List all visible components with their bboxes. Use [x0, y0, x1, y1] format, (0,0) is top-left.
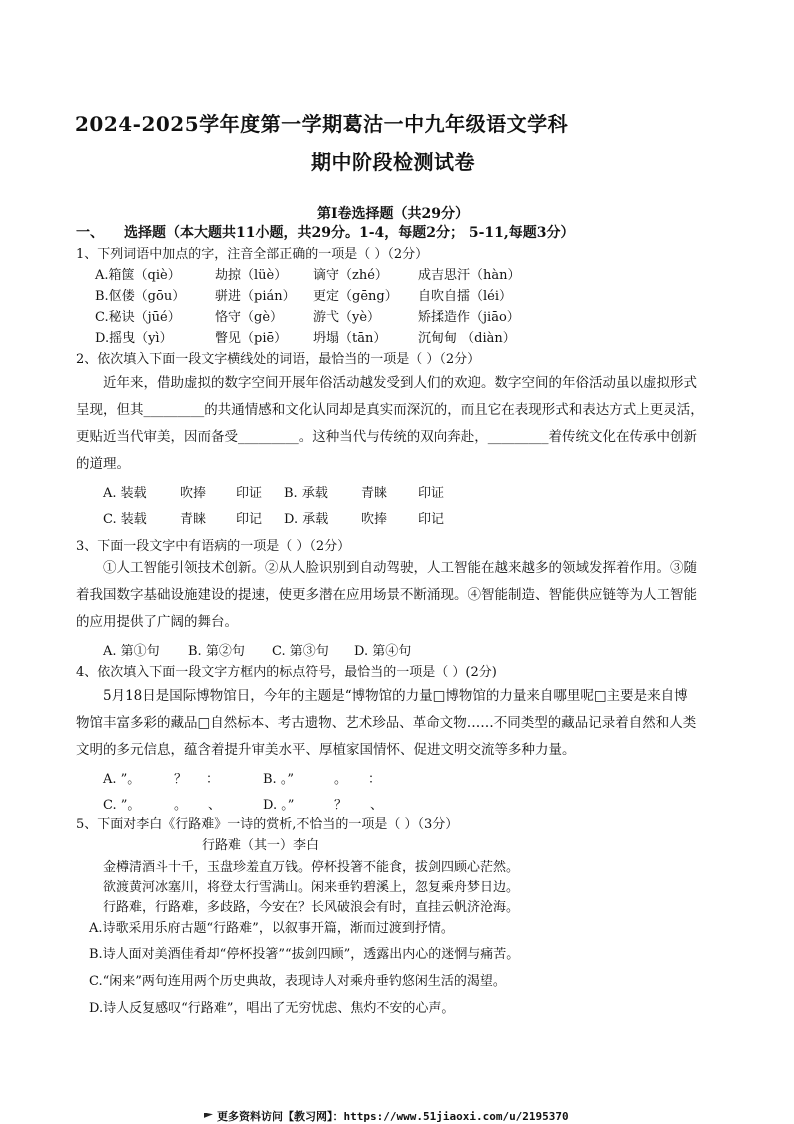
poem-title: 行路难（其一）李白	[202, 838, 320, 853]
q1-d-1: D.摇曳（yì）	[95, 331, 173, 346]
q2-passage-line: 近年来，借助虚拟的数字空间开展年俗活动越发受到人们的欢迎。数字空间的年俗活动虽以虚拟形式	[103, 375, 697, 391]
q2-opt-b-3: 印证	[418, 486, 445, 501]
q5-stem: 5、下面对李白《行路难》一诗的赏析,不恰当的一项是（ ）（3分）	[76, 817, 459, 832]
q2-passage	[76, 370, 716, 478]
q4-passage-line: 5月18日是国际博物馆日，今年的主题是“博物馆的力量□博物馆的力量来自哪里呢□主要是来自博	[103, 688, 688, 704]
q2-opt-a-1: A. 装载	[103, 486, 147, 501]
q1-b-1: B.伛偻（gōu）	[95, 289, 186, 304]
q2-opt-c-2: 青睐	[180, 512, 207, 527]
q3-passage-line: 着我国数字基础设施建设的提速，使更多潜在应用场景不断涌现。④智能制造、智能供应链等为人工智能	[76, 587, 697, 603]
q2-stem: 2、依次填入下面一段文字横线处的词语，最恰当的一项是（ ）（2分）	[76, 352, 481, 367]
q4-opt-c-3: 、	[208, 798, 222, 813]
q4-opt-a-1: A. ”。	[103, 772, 141, 787]
q1-c-1: C.秘诀（jūé）	[95, 310, 181, 325]
q3-opt-c: C. 第③句	[272, 644, 329, 659]
q3-opt-b: B. 第②句	[188, 644, 245, 659]
q3-stem: 3、下面一段文字中有语病的一项是（ ）（2分）	[76, 539, 351, 554]
q3-opt-a: A. 第①句	[103, 644, 160, 659]
title-line-2: 期中阶段检测试卷	[311, 150, 475, 174]
q1-b-3: 更定（gēng）	[313, 289, 398, 304]
q1-a-4: 成吉思汗（hàn）	[418, 268, 521, 283]
flag-icon	[204, 1113, 213, 1122]
q2-opt-a-3: 印证	[236, 486, 263, 501]
q3-passage-line: 的应用提供了广阔的舞台。	[76, 614, 238, 630]
q2-opt-c-1: C. 装载	[103, 512, 147, 527]
q4-opt-b-2: 。	[334, 772, 348, 787]
q1-d-2: 瞥见（piē）	[215, 331, 288, 346]
q2-opt-a-2: 吹捧	[180, 486, 207, 501]
q4-opt-d-3: 、	[370, 798, 384, 813]
q1-a-1: A.箱箧（qiè）	[95, 268, 181, 283]
q4-opt-a-3: ：	[206, 772, 220, 787]
q2-opt-b-1: B. 承载	[284, 486, 328, 501]
q4-opt-d-2: ？	[334, 798, 348, 813]
q4-passage-line: 物馆丰富多彩的藏品□自然标本、考古遗物、艺术珍品、革命文物……不同类型的藏品记录着自然和人类	[76, 715, 697, 731]
q4-opt-c-1: C. ”。	[103, 798, 141, 813]
q5-opt-b: B.诗人面对美酒佳肴却“停杯投箸”“拔剑四顾”，透露出内心的迷惘与痛苦。	[89, 947, 520, 962]
q2-passage-line: 的道理。	[76, 456, 130, 472]
q1-c-2: 恪守（gè）	[215, 310, 284, 325]
q4-passage	[76, 683, 716, 764]
q1-c-3: 游弋（yè）	[313, 310, 381, 325]
q5-opt-d: D.诗人反复感叹“行路难”，唱出了无穷忧虑、焦灼不安的心声。	[89, 1001, 455, 1016]
part-description: 选择题（本大题共11小题，共29分。1-4，每题2分； 5-11,每题3分）	[124, 225, 575, 241]
section-heading: 第Ⅰ卷选择题（共29分）	[317, 206, 470, 222]
q3-passage	[76, 555, 716, 636]
q5-opt-c: C.“闲来”两句连用两个历史典故，表现诗人对乘舟垂钓悠闲生活的渴望。	[89, 974, 506, 989]
q4-stem: 4、依次填入下面一段文字方框内的标点符号，最恰当的一项是（ ）(2分)	[76, 665, 497, 680]
q2-opt-d-2: 吹捧	[361, 512, 388, 527]
q3-passage-line: ①人工智能引领技术创新。②从人脸识别到自动驾驶，人工智能在越来越多的领域发挥着作用。③随	[103, 560, 697, 576]
q4-opt-c-2: 。	[174, 798, 188, 813]
q1-a-3: 谪守（zhé）	[313, 268, 388, 283]
q2-opt-d-1: D. 承载	[284, 512, 329, 527]
q1-b-2: 骈进（pián）	[215, 289, 296, 304]
poem-line: 行路难，行路难，多歧路，今安在？长风破浪会有时，直挂云帆济沧海。	[103, 900, 520, 915]
q1-a-2: 劫掠（lüè）	[215, 268, 288, 283]
q4-opt-a-2: ？	[174, 772, 188, 787]
q4-passage-line: 文明的多元信息，蕴含着提升审美水平、厚植家国情怀、促进文明交流等多种力量。	[76, 742, 576, 758]
q1-d-3: 坍塌（tān）	[313, 331, 387, 346]
q3-opt-d: D. 第④句	[354, 644, 412, 659]
q1-stem: 1、下列词语中加点的字，注音全部正确的一项是（ ）（2分）	[76, 247, 429, 262]
poem-line: 欲渡黄河冰塞川，将登太行雪满山。闲来垂钓碧溪上，忽复乘舟梦日边。	[103, 880, 520, 895]
title-line-1: 2024-2025学年度第一学期葛沽一中九年级语文学科	[75, 112, 569, 136]
part-label: 一、	[76, 225, 104, 241]
q4-opt-b-1: B. 。”	[263, 772, 294, 787]
poem-line: 金樽清酒斗十千，玉盘珍羞直万钱。停杯投箸不能食，拔剑四顾心茫然。	[103, 860, 520, 875]
q1-d-4: 沉甸甸 （diàn）	[418, 331, 516, 346]
q1-c-4: 矫揉造作（jiāo）	[418, 310, 520, 325]
q4-opt-b-3: ：	[368, 772, 382, 787]
footer[interactable]	[204, 1108, 569, 1124]
footer-link[interactable]: 更多资料访问【教习网】：https://www.51jiaoxi.com/u/2195370	[217, 1110, 569, 1123]
q2-passage-line: 呈现，但其_________的共通情感和文化认同却是真实而深沉的，而且它在表现形式和表达方式上更灵活，	[76, 402, 704, 418]
q5-opt-a: A.诗歌采用乐府古题“行路难”，以叙事开篇，渐而过渡到抒情。	[89, 921, 454, 936]
q2-passage-line: 更贴近当代审美，因而备受_________。这种当代与传统的双向奔赴，_________着传统文化在传承中创新	[76, 429, 697, 445]
q2-opt-c-3: 印记	[236, 512, 263, 527]
q1-b-4: 自吹自擂（léi）	[418, 289, 513, 304]
q4-opt-d-1: D. 。”	[263, 798, 295, 813]
q2-opt-b-2: 青睐	[361, 486, 388, 501]
q2-opt-d-3: 印记	[418, 512, 445, 527]
